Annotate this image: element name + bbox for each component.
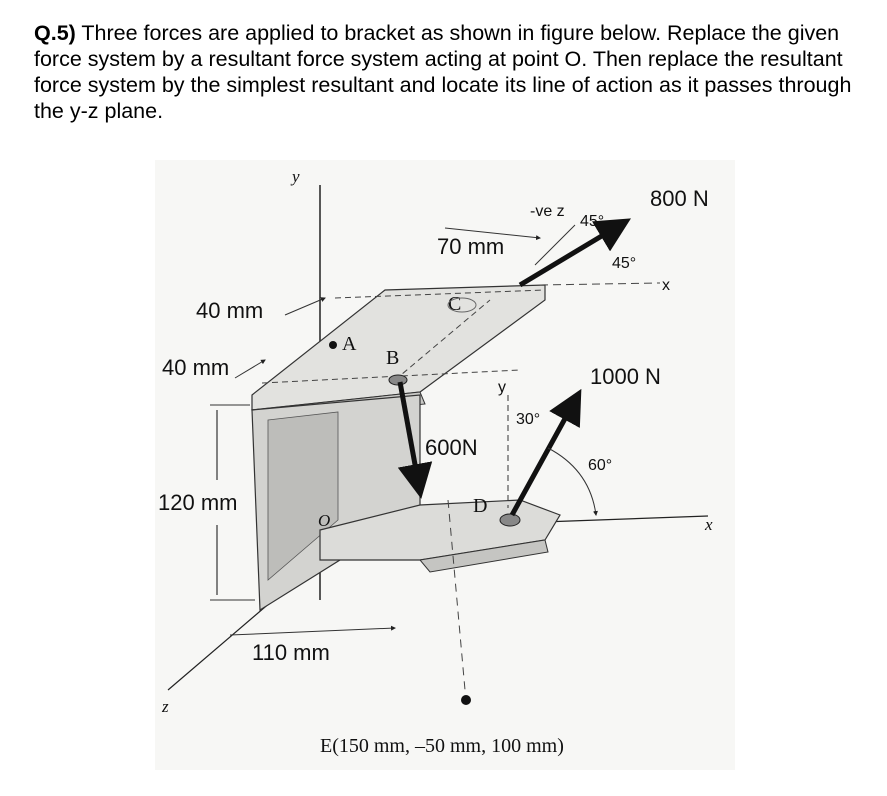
angle-45b-label: 45°	[612, 255, 637, 272]
question-body: Three forces are applied to bracket as shown in figure below. Replace the given force system by a resultant force system acting at point O. Then replace the resultant force system by the simplest resultant and locate its line of action as it passes through the y-z plane.	[34, 21, 852, 123]
point-a-label: A	[342, 333, 357, 355]
x-small-label: x	[662, 277, 670, 294]
force-1000-label: 1000 N	[590, 364, 661, 389]
angle-30-label: 30°	[516, 411, 541, 428]
dim-40b-label: 40 mm	[162, 355, 230, 380]
dim-40a-label: 40 mm	[196, 298, 264, 323]
dim-70-label: 70 mm	[437, 234, 505, 259]
y-axis-label: y	[292, 167, 300, 186]
question-number: Q.5)	[34, 21, 76, 45]
y-small-label: y	[498, 379, 506, 396]
point-a-dot	[329, 341, 337, 349]
z-axis-label: z	[162, 697, 169, 716]
point-b-label: B	[386, 347, 400, 369]
neg-z-label: -ve z	[530, 203, 565, 220]
point-o-label: O	[318, 511, 331, 530]
angle-60-label: 60°	[588, 457, 613, 474]
angle-45a-label: 45°	[580, 213, 605, 230]
point-e-label: E(150 mm, –50 mm, 100 mm)	[320, 735, 564, 757]
point-e-dot	[461, 695, 471, 705]
point-c-label: C	[448, 293, 462, 315]
force-800-label: 800 N	[650, 186, 709, 211]
dim-120-label: 120 mm	[158, 490, 238, 515]
point-d-hole	[500, 514, 520, 526]
point-d-label: D	[473, 495, 488, 517]
dim-110-label: 110 mm	[252, 640, 330, 665]
x-axis-label: x	[705, 515, 713, 534]
force-600-label: 600N	[425, 435, 478, 460]
